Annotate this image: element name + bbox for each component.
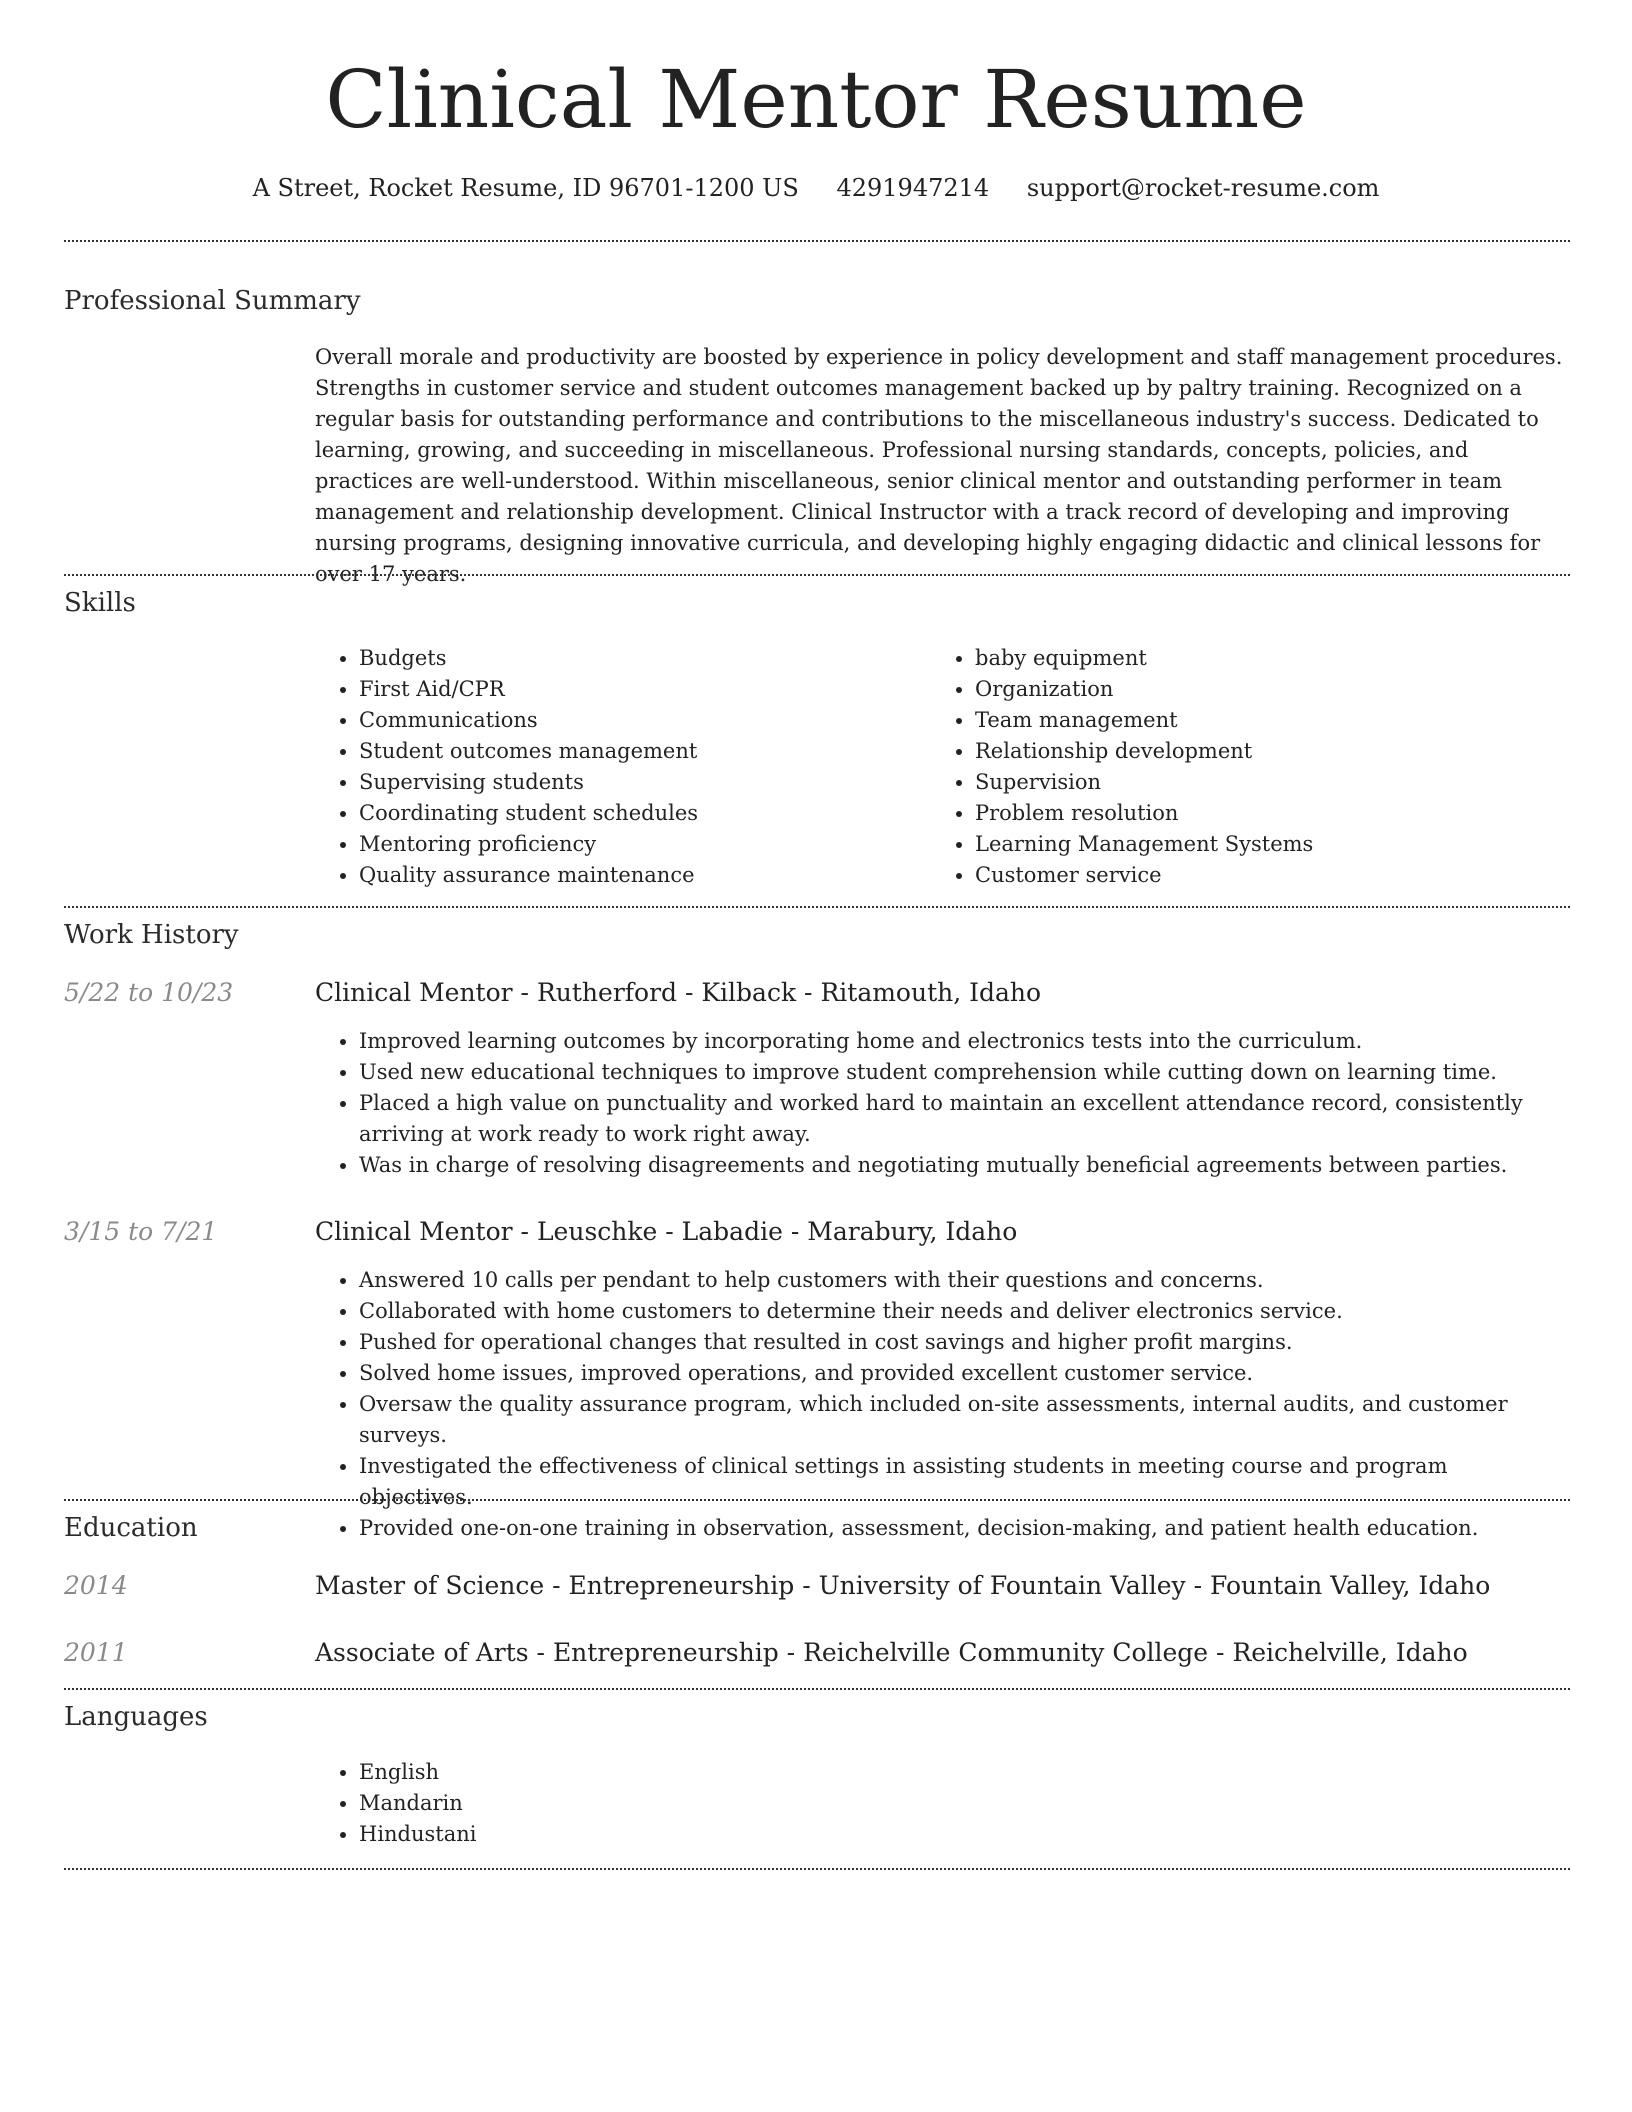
skill-item: • Organization <box>975 674 1531 705</box>
job-bullet: • Provided one-on-one training in observation, assessment, decision-making, and patient health education. <box>359 1513 1565 1544</box>
separator: - <box>1208 1638 1233 1667</box>
education-heading <box>315 1636 1468 1670</box>
skill-item: • Problem resolution <box>975 798 1531 829</box>
job-title: Clinical Mentor <box>315 1217 513 1246</box>
skill-item: • Student outcomes management <box>359 736 915 767</box>
divider <box>64 906 1570 908</box>
section-title-summary: Professional Summary <box>64 286 361 316</box>
education-school: University of Fountain Valley <box>818 1571 1186 1600</box>
skill-item: • Communications <box>359 705 915 736</box>
language-item: • Hindustani <box>359 1819 915 1850</box>
education-field: Entrepreneurship <box>568 1571 795 1600</box>
education-degree: Master of Science <box>315 1571 545 1600</box>
separator: - <box>512 1217 537 1246</box>
skill-item: • Relationship development <box>975 736 1531 767</box>
skill-item: • Team management <box>975 705 1531 736</box>
divider <box>64 1868 1570 1870</box>
section-title-education: Education <box>64 1513 198 1543</box>
education-location: Reichelville, Idaho <box>1232 1638 1468 1667</box>
skill-item: • Budgets <box>359 643 915 674</box>
education-school: Reichelville Community College <box>803 1638 1209 1667</box>
section-title-languages: Languages <box>64 1702 208 1732</box>
language-item: • English <box>359 1757 915 1788</box>
skill-item: • Customer service <box>975 860 1531 891</box>
language-item: • Mandarin <box>359 1788 915 1819</box>
skills-column-right <box>931 643 1531 891</box>
job-bullet: • Answered 10 calls per pendant to help customers with their questions and concerns. <box>359 1265 1565 1296</box>
resume-title: Clinical Mentor Resume <box>325 53 1307 146</box>
job-bullet: • Collaborated with home customers to determine their needs and deliver electronics service. <box>359 1296 1565 1327</box>
summary-text: Overall morale and productivity are boosted by experience in policy development and staff management procedures. Strengths in customer service and student outcomes management backed up by paltry training. Recognized on a regular basis for outstanding performance and contributions to the miscellaneous industry's success. Dedicated to learning, growing, and succeeding in miscellaneous. Professional nursing standards, concepts, policies, and practices are well-understood. Within miscellaneous, senior clinical mentor and outstanding performer in team management and relationship development. Clinical Instructor with a track record of developing and improving nursing programs, designing innovative curricula, and developing highly engaging didactic and clinical lessons for over 17 years. <box>315 345 1563 586</box>
job-bullet: • Was in charge of resolving disagreements and negotiating mutually beneficial agreements between parties. <box>359 1150 1565 1181</box>
job-dates: 3/15 to 7/21 <box>64 1217 218 1246</box>
job-bullets <box>315 1026 1565 1181</box>
contact-phone: 4291947214 <box>836 174 990 202</box>
separator: - <box>778 1638 804 1667</box>
skills-column-left <box>315 643 915 891</box>
skill-item: • Supervising students <box>359 767 915 798</box>
job-bullet: • Used new educational techniques to improve student comprehension while cutting down on learning time. <box>359 1057 1565 1088</box>
job-bullet: • Investigated the effectiveness of clinical settings in assisting students in meeting course and program objectives. <box>359 1451 1565 1513</box>
divider <box>64 1499 1570 1501</box>
divider <box>64 574 1570 576</box>
section-title-skills: Skills <box>64 588 136 618</box>
skill-item: • Quality assurance maintenance <box>359 860 915 891</box>
separator: - <box>782 1217 808 1246</box>
languages-list <box>315 1757 915 1850</box>
separator: - <box>794 1571 819 1600</box>
job-bullet: • Pushed for operational changes that resulted in cost savings and higher profit margins. <box>359 1327 1565 1358</box>
divider <box>64 240 1570 242</box>
separator: - <box>528 1638 553 1667</box>
job-bullet: • Oversaw the quality assurance program, which included on-site assessments, internal audits, and customer surveys. <box>359 1389 1565 1451</box>
skill-item: • Supervision <box>975 767 1531 798</box>
job-company: Rutherford - Kilback <box>536 978 797 1007</box>
job-title: Clinical Mentor <box>315 978 513 1007</box>
education-year: 2014 <box>64 1571 128 1600</box>
contact-line <box>0 171 1632 205</box>
separator: - <box>512 978 537 1007</box>
section-title-work-history: Work History <box>64 920 239 950</box>
job-bullet: • Solved home issues, improved operations, and provided excellent customer service. <box>359 1358 1565 1389</box>
skill-item: • baby equipment <box>975 643 1531 674</box>
job-bullets <box>315 1265 1565 1544</box>
education-location: Fountain Valley, Idaho <box>1209 1571 1491 1600</box>
skill-item: • Learning Management Systems <box>975 829 1531 860</box>
education-degree: Associate of Arts <box>315 1638 529 1667</box>
job-location: Marabury, Idaho <box>807 1217 1018 1246</box>
skill-item: • First Aid/CPR <box>359 674 915 705</box>
separator: - <box>544 1571 569 1600</box>
separator: - <box>1185 1571 1210 1600</box>
education-field: Entrepreneurship <box>552 1638 779 1667</box>
contact-email: support@rocket-resume.com <box>1026 174 1380 202</box>
education-year: 2011 <box>64 1638 128 1667</box>
skill-item: • Coordinating student schedules <box>359 798 915 829</box>
job-bullet: • Placed a high value on punctuality and worked hard to maintain an excellent attendance record, consistently arriving at work ready to work right away. <box>359 1088 1565 1150</box>
divider <box>64 1688 1570 1690</box>
skill-item: • Mentoring proficiency <box>359 829 915 860</box>
job-bullet: • Improved learning outcomes by incorporating home and electronics tests into the curriculum. <box>359 1026 1565 1057</box>
job-heading <box>315 976 1041 1010</box>
job-heading <box>315 1215 1017 1249</box>
separator: - <box>796 978 821 1007</box>
contact-address: A Street, Rocket Resume, ID 96701-1200 US <box>252 174 799 202</box>
job-company: Leuschke - Labadie <box>536 1217 783 1246</box>
job-dates: 5/22 to 10/23 <box>64 978 234 1007</box>
job-location: Ritamouth, Idaho <box>820 978 1042 1007</box>
education-heading <box>315 1569 1490 1603</box>
